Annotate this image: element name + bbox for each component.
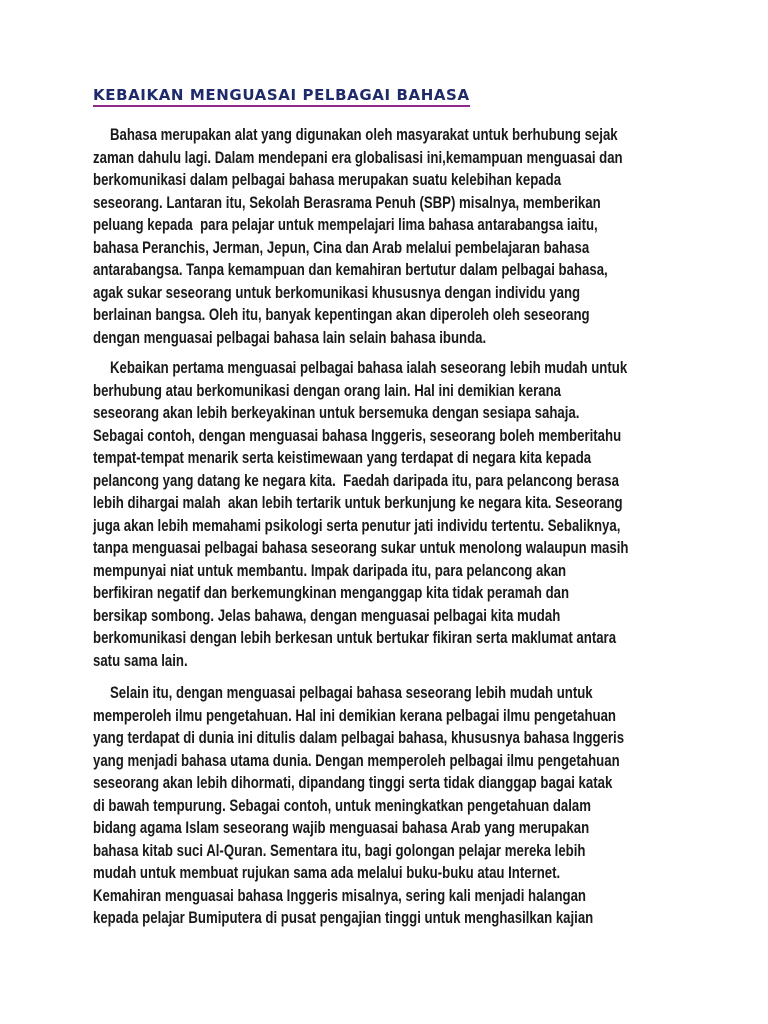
paragraph-line: dengan menguasai pelbagai bahasa lain selain bahasa ibunda. — [93, 328, 487, 347]
paragraph-line: seseorang. Lantaran itu, Sekolah Berasrama Penuh (SBP) misalnya, memberikan — [93, 193, 601, 212]
paragraph-first-benefit — [93, 357, 693, 672]
paragraph-line: zaman dahulu lagi. Dalam mendepani era globalisasi ini,kemampuan menguasai dan — [93, 148, 623, 167]
paragraph-line: berlainan bangsa. Oleh itu, banyak kepentingan akan diperoleh oleh seseorang — [93, 306, 590, 324]
paragraph-line: berfikiran negatif dan berkemungkinan menganggap kita tidak peramah dan — [93, 584, 570, 602]
paragraph-line: Sebagai contoh, dengan menguasai bahasa Inggeris, seseorang boleh memberitahu — [93, 426, 622, 445]
paragraph-introduction — [93, 124, 693, 349]
paragraph-line: Bahasa merupakan alat yang digunakan oleh masyarakat untuk berhubung sejak — [110, 126, 618, 144]
paragraph-second-benefit — [93, 682, 693, 930]
paragraph-line: seseorang akan lebih berkeyakinan untuk bersemuka dengan sesiapa sahaja. — [93, 404, 580, 422]
paragraph-line: berhubung atau berkomunikasi dengan orang lain. Hal ini demikian kerana — [93, 381, 561, 400]
paragraph-line: Selain itu, dengan menguasai pelbagai bahasa seseorang lebih mudah untuk — [110, 684, 593, 702]
paragraph-line: mempunyai niat untuk membantu. Impak daripada itu, para pelancong akan — [93, 561, 567, 580]
paragraph-line: yang terdapat di dunia ini ditulis dalam pelbagai bahasa, khususnya bahasa Inggeris — [93, 729, 625, 747]
paragraph-line: mudah untuk membuat rujukan sama ada melalui buku-buku atau Internet. — [93, 864, 561, 882]
paragraph-line: antarabangsa. Tanpa kemampuan dan kemahiran bertutur dalam pelbagai bahasa, — [93, 261, 608, 279]
paragraph-line: di bawah tempurung. Sebagai contoh, untuk meningkatkan pengetahuan dalam — [93, 796, 591, 815]
paragraph-line: kepada pelajar Bumiputera di pusat pengajian tinggi untuk menghasilkan kajian — [93, 909, 594, 927]
paragraph-line: Kebaikan pertama menguasai pelbagai bahasa ialah seseorang lebih mudah untuk — [110, 359, 628, 377]
document-title: KEBAIKAN MENGUASAI PELBAGAI BAHASA — [93, 86, 470, 107]
paragraph-line: tempat-tempat menarik serta keistimewaan yang terdapat di negara kita kepada — [93, 449, 592, 467]
paragraph-line: peluang kepada para pelajar untuk mempelajari lima bahasa antarabangsa iaitu, — [93, 216, 598, 234]
paragraph-line: memperoleh ilmu pengetahuan. Hal ini demikian kerana pelbagai ilmu pengetahuan — [93, 706, 616, 725]
paragraph-line: seseorang akan lebih dihormati, dipandang tinggi serta tidak dianggap bagai katak — [93, 774, 613, 792]
paragraph-line: berkomunikasi dengan lebih berkesan untuk bertukar fikiran serta maklumat antara — [93, 629, 617, 647]
paragraph-line: juga akan lebih memahami psikologi serta penutur jati individu tertentu. Sebaliknya, — [93, 516, 621, 535]
paragraph-line: satu sama lain. — [93, 651, 188, 670]
paragraph-line: agak sukar seseorang untuk berkomunikasi khususnya dengan individu yang — [93, 283, 581, 302]
paragraph-line: bahasa kitab suci Al-Quran. Sementara itu, bagi golongan pelajar mereka lebih — [93, 841, 586, 860]
paragraph-line: Kemahiran menguasai bahasa Inggeris misalnya, sering kali menjadi halangan — [93, 886, 586, 905]
paragraph-line: bersikap sombong. Jelas bahawa, dengan menguasai pelbagai kita mudah — [93, 606, 561, 625]
paragraph-line: berkomunikasi dalam pelbagai bahasa merupakan suatu kelebihan kepada — [93, 171, 562, 189]
paragraph-line: yang menjadi bahasa utama dunia. Dengan memperoleh pelbagai ilmu pengetahuan — [93, 751, 620, 770]
paragraph-line: lebih dihargai malah akan lebih tertarik untuk berkunjung ke negara kita. Seseorang — [93, 494, 623, 512]
paragraph-line: bidang agama Islam seseorang wajib menguasai bahasa Arab yang merupakan — [93, 819, 590, 837]
paragraph-line: bahasa Peranchis, Jerman, Jepun, Cina dan Arab melalui pembelajaran bahasa — [93, 238, 590, 257]
paragraph-line: tanpa menguasai pelbagai bahasa seseorang sukar untuk menolong walaupun masih — [93, 539, 629, 557]
paragraph-line: pelancong yang datang ke negara kita. Faedah daripada itu, para pelancong berasa — [93, 471, 619, 490]
